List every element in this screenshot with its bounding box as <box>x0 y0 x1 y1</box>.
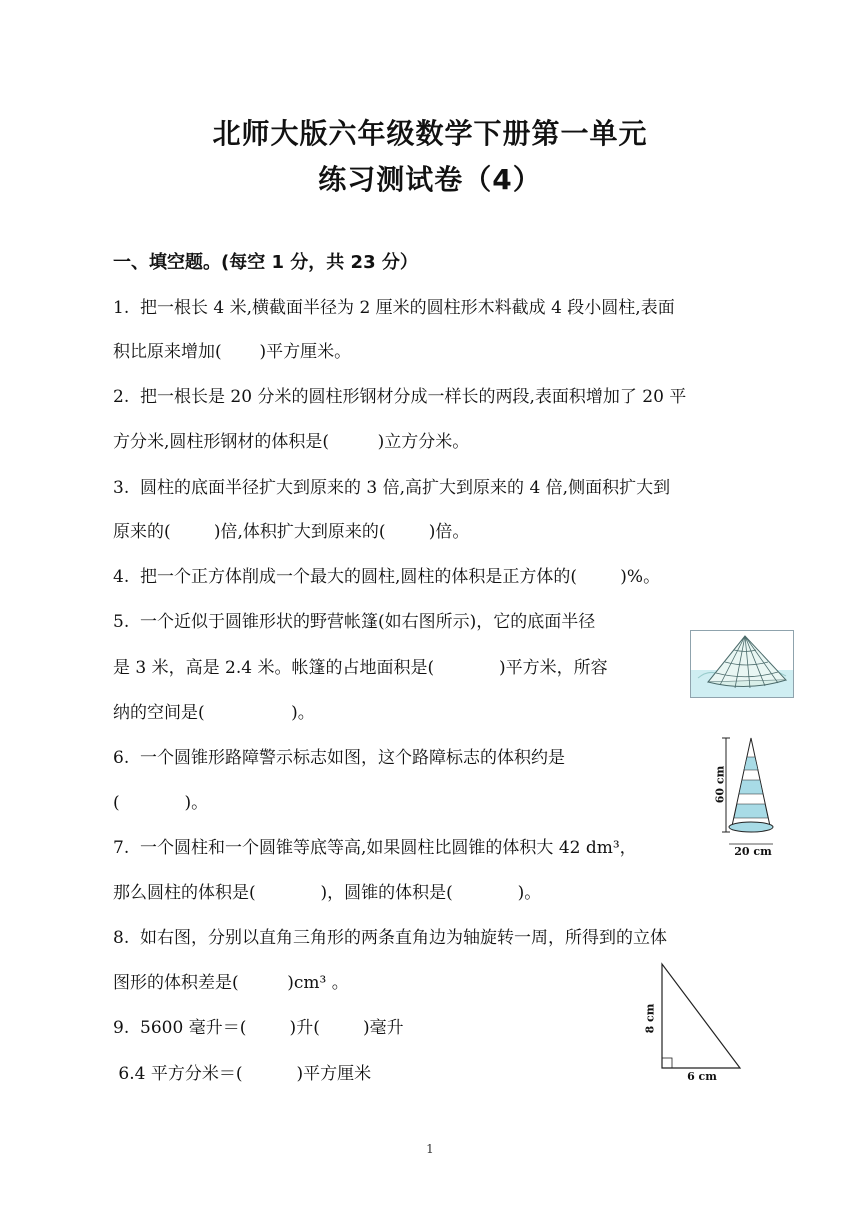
title-line-2: 练习测试卷（4） <box>318 163 542 196</box>
title-line-1: 北师大版六年级数学下册第一单元 <box>212 117 648 150</box>
question-2-line-2: 方分米,圆柱形钢材的体积是( )立方分米。 <box>113 432 470 452</box>
page-number: 1 <box>426 1142 434 1156</box>
question-5-line-2: 是 3 米，高是 2.4 米。帐篷的占地面积是( )平方米，所容 <box>113 658 608 678</box>
cone-base-label: 20 cm <box>734 845 772 858</box>
question-8-line-1: 8. 如右图，分别以直角三角形的两条直角边为轴旋转一周，所得到的立体 <box>113 928 668 948</box>
question-3-line-1: 3. 圆柱的底面半径扩大到原来的 3 倍,高扩大到原来的 4 倍,侧面积扩大到 <box>113 478 671 498</box>
traffic-cone-figure <box>708 732 788 864</box>
question-9-line-2: 6.4 平方分米＝( )平方厘米 <box>113 1064 372 1084</box>
question-5-line-1: 5. 一个近似于圆锥形状的野营帐篷(如右图所示)，它的底面半径 <box>113 612 596 632</box>
cone-height-label: 60 cm <box>713 765 727 804</box>
section-heading: 一、填空题。(每空 1 分，共 23 分） <box>113 252 418 273</box>
question-4-line-1: 4. 把一个正方体削成一个最大的圆柱,圆柱的体积是正方体的( )%。 <box>113 567 661 587</box>
question-1-line-1: 1. 把一根长 4 米,横截面半径为 2 厘米的圆柱形木料截成 4 段小圆柱,表面 <box>113 298 675 318</box>
question-1-line-2: 积比原来增加( )平方厘米。 <box>113 342 352 362</box>
tent-figure <box>690 630 794 698</box>
question-5-line-3: 纳的空间是( )。 <box>113 703 315 723</box>
question-2-line-1: 2. 把一根长是 20 分米的圆柱形钢材分成一样长的两段,表面积增加了 20 平 <box>113 387 687 407</box>
question-6-line-2: ( )。 <box>113 793 209 813</box>
question-7-line-2: 那么圆柱的体积是( )，圆锥的体积是( )。 <box>113 883 542 903</box>
question-9-line-1: 9. 5600 毫升＝( )升( )毫升 <box>113 1018 404 1038</box>
right-triangle-figure <box>640 960 750 1090</box>
triangle-base-label: 6 cm <box>687 1070 717 1083</box>
question-3-line-2: 原来的( )倍,体积扩大到原来的( )倍。 <box>113 522 470 542</box>
question-6-line-1: 6. 一个圆锥形路障警示标志如图，这个路障标志的体积约是 <box>113 748 566 768</box>
question-8-line-2: 图形的体积差是( )cm³ 。 <box>113 973 349 993</box>
question-7-line-1: 7. 一个圆柱和一个圆锥等底等高,如果圆柱比圆锥的体积大 42 dm³， <box>113 838 637 858</box>
triangle-height-label: 8 cm <box>643 1003 657 1034</box>
